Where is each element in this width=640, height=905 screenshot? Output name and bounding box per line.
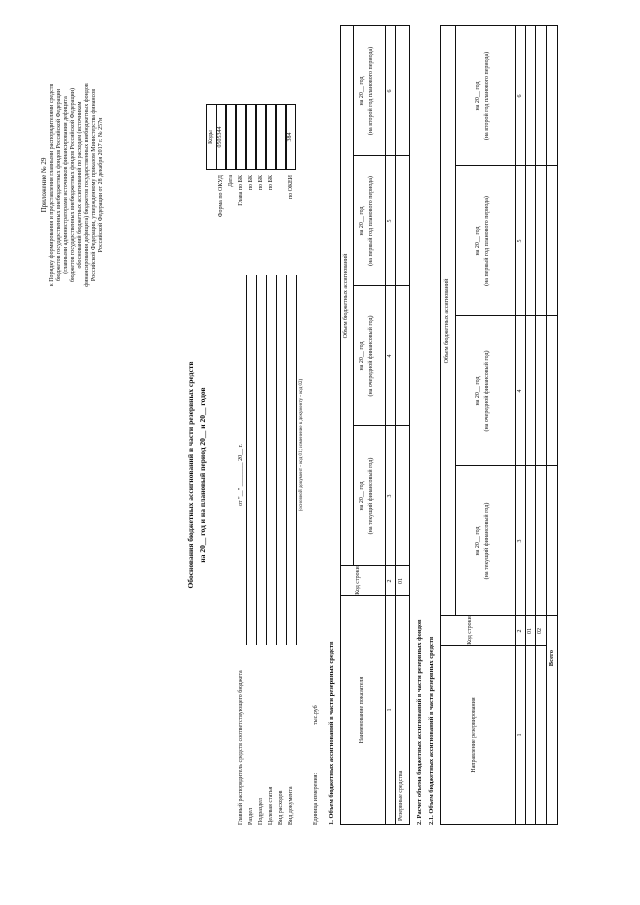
t2-row-code-2: 02 <box>537 628 543 634</box>
appendix-line: Российской Федерации от 28 декабря 2017 г. № 257н <box>98 117 104 253</box>
field-line-vr <box>286 275 287 645</box>
t1-num-3: 3 <box>387 494 393 498</box>
t2-col4-year: на 20__ год <box>475 376 481 406</box>
t2-num-1: 1 <box>517 733 523 737</box>
field-label-grbs: Главный распорядитель средств соответствующего бюджета <box>238 670 244 825</box>
code-value-date <box>226 104 236 170</box>
t2-col-name: Направление резервирования <box>471 697 477 773</box>
section2-title: 2. Расчет объема бюджетных ассигнований в части резервных фондов <box>416 619 423 825</box>
t2-num-5: 5 <box>517 239 523 243</box>
t2-col-group: Объем бюджетных ассигнований <box>444 278 450 364</box>
code-value-okud: 0505344 <box>216 104 226 170</box>
t1-col3-year: на 20__ год <box>359 481 365 511</box>
field-label-razdel: Раздел <box>248 808 254 825</box>
t1-row-label: Резервные средства <box>398 770 404 821</box>
code-label-bk2: по БК <box>258 175 264 191</box>
t2-col5-sub: (на первый год планового периода) <box>484 196 490 286</box>
code-value-bk3 <box>266 104 276 170</box>
t2-num-4: 4 <box>517 389 523 393</box>
t2-col3-sub: (на текущий финансовый год) <box>484 502 490 580</box>
field-label-cs: Целевая статья <box>268 786 274 825</box>
field-line-podrazdel <box>266 275 267 645</box>
table2 <box>440 25 558 825</box>
t1-col-group: Объем бюджетных ассигнований <box>343 253 349 339</box>
t2-col3-year: на 20__ год <box>475 526 481 556</box>
t1-num-1: 1 <box>387 708 393 712</box>
appendix-line: к Порядку формирования и представления главными распорядителями средств <box>49 83 55 287</box>
t2-col6-sub: (на второй год планового периода) <box>484 51 490 141</box>
t2-num-2: 2 <box>517 629 523 633</box>
table1 <box>340 25 410 825</box>
doc-title: Обоснования бюджетных ассигнований в части резервных средств <box>186 361 195 589</box>
code-label-date: Дата <box>228 175 234 187</box>
codes-header: Коды <box>206 104 216 170</box>
code-label-okei: по ОКЕИ <box>288 175 294 200</box>
code-value-okei: 384 <box>286 104 296 170</box>
field-line-grbs <box>246 275 247 645</box>
t1-num-2: 2 <box>387 579 393 583</box>
code-label-okud: Форма по ОКУД <box>218 175 224 218</box>
t1-num-6: 6 <box>387 89 393 93</box>
t1-col4-year: на 20__ год <box>359 341 365 371</box>
appendix-block <box>40 25 105 345</box>
field-label-doc: Вид документа <box>288 786 294 825</box>
section2-subtitle: 2.1. Объем бюджетных ассигнований в части резервных средств <box>428 636 435 825</box>
appendix-line: Российской Федерации, утвержденному приказом Министерства финансов <box>91 88 97 282</box>
t1-num-5: 5 <box>387 219 393 223</box>
code-value-bk1 <box>246 104 256 170</box>
doc-kind-note: (основной документ - код 01; изменение к документу - код 02) <box>299 378 304 512</box>
t2-row-code-1: 01 <box>527 628 533 634</box>
doc-period: на 20__ год и на плановый период 20__ и 20__ годов <box>198 387 207 563</box>
t2-num-3: 3 <box>517 539 523 543</box>
t2-col6-year: на 20__ год <box>475 81 481 111</box>
code-label-bk3: по БК <box>268 175 274 191</box>
t1-col-code: Код строки <box>355 566 361 595</box>
code-label-glava: Глава по БК <box>238 175 244 206</box>
code-value-glava <box>236 104 246 170</box>
unit-value: тыс.руб <box>313 705 319 725</box>
field-line-razdel <box>256 275 257 645</box>
field-label-vr: Вид расходов <box>278 790 284 825</box>
appendix-line: финансирования дефицита) бюджетов государственных внебюджетных фондов <box>84 83 90 287</box>
field-label-podrazdel: Подраздел <box>258 798 264 825</box>
field-line-cs <box>276 275 277 645</box>
t1-col-name: Наименование показателя <box>359 676 365 744</box>
t1-col5-year: на 20__ год <box>359 206 365 236</box>
appendix-line: бюджетов государственных внебюджетных фондов Российской Федерации <box>56 89 62 281</box>
field-line-doc <box>296 275 297 645</box>
t2-col-code: Код строки <box>467 616 473 645</box>
t1-row-code: 01 <box>398 578 404 584</box>
section1-title: 1. Объем бюджетных ассигнований в части резервных средств <box>328 641 335 825</box>
t2-col4-sub: (на очередной финансовый год) <box>484 350 490 432</box>
code-value-bk2 <box>256 104 266 170</box>
t2-num-6: 6 <box>517 94 523 98</box>
t1-col5-sub: (на первый год планового периода) <box>368 176 374 266</box>
t1-col4-sub: (на очередной финансовый год) <box>368 315 374 397</box>
t1-num-4: 4 <box>387 354 393 358</box>
t1-col6-year: на 20__ год <box>359 76 365 106</box>
unit-label: Единица измерения: <box>313 772 319 825</box>
t2-col5-year: на 20__ год <box>475 226 481 256</box>
appendix-line: бюджетов государственных внебюджетных фондов Российской Федерации) <box>70 88 76 282</box>
t2-total-label: Всего <box>548 650 555 667</box>
code-value-blank <box>276 104 286 170</box>
code-label-bk1: по БК <box>248 175 254 191</box>
doc-date: от "__" ________ 20__ г. <box>238 444 244 506</box>
t1-col6-sub: (на второй год планового периода) <box>368 46 374 136</box>
t1-col3-sub: (на текущий финансовый год) <box>368 457 374 535</box>
appendix-title: Приложение № 29 <box>40 157 48 213</box>
appendix-line: обоснований бюджетных ассигнований по расходам (источникам <box>77 101 83 269</box>
appendix-line: (главными администраторами источников финансирования дефицита <box>63 96 69 274</box>
